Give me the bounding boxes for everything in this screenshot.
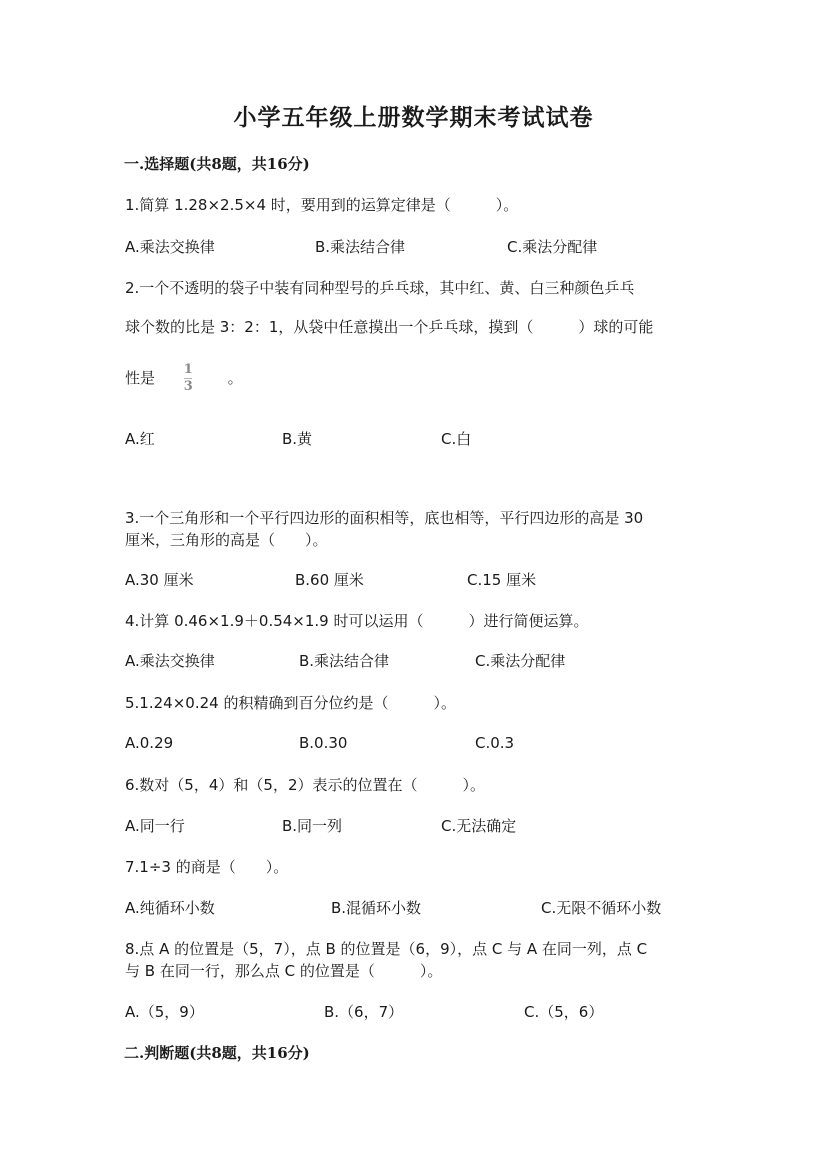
- q1-option-b[interactable]: B.乘法结合律: [315, 238, 406, 256]
- fraction-numerator: 1: [183, 362, 193, 377]
- q4-option-c[interactable]: C.乘法分配律: [475, 652, 566, 670]
- question-7-text: 7.1÷3 的商是（ ）。: [125, 858, 289, 876]
- question-4-text: 4.计算 0.46×1.9＋0.54×1.9 时可以运用（ ）进行简便运算。: [125, 612, 589, 630]
- q3-option-a[interactable]: A.30 厘米: [125, 571, 194, 589]
- q4-option-a[interactable]: A.乘法交换律: [125, 652, 215, 670]
- q3-option-c[interactable]: C.15 厘米: [467, 571, 537, 589]
- q7-option-c[interactable]: C.无限不循环小数: [541, 899, 662, 917]
- q7-option-a[interactable]: A.纯循环小数: [125, 899, 215, 917]
- question-2-line-2: 球个数的比是 3：2：1，从袋中任意摸出一个乒乓球，摸到（ ）球的可能: [125, 318, 654, 336]
- q2-option-a[interactable]: A.红: [125, 430, 155, 448]
- q8-option-c[interactable]: C.（5，6）: [524, 1003, 604, 1021]
- question-6-text: 6.数对（5，4）和（5，2）表示的位置在（ ）。: [125, 776, 485, 794]
- q1-option-c[interactable]: C.乘法分配律: [507, 238, 598, 256]
- question-2-line-1: 2.一个不透明的袋子中装有同种型号的乒乓球，其中红、黄、白三种颜色乒乓: [125, 279, 635, 297]
- section-heading-judgment: 二.判断题(共8题，共16分): [124, 1044, 310, 1062]
- q5-option-c[interactable]: C.0.3: [475, 734, 515, 752]
- q3-option-b[interactable]: B.60 厘米: [295, 571, 364, 589]
- q8-option-b[interactable]: B.（6，7）: [324, 1003, 404, 1021]
- page-title: 小学五年级上册数学期末考试试卷: [233, 104, 594, 131]
- q8-option-a[interactable]: A.（5，9）: [125, 1003, 204, 1021]
- q6-option-b[interactable]: B.同一列: [282, 817, 343, 835]
- question-3-line-2: 厘米，三角形的高是（ ）。: [125, 531, 328, 549]
- q5-option-b[interactable]: B.0.30: [299, 734, 348, 752]
- q1-option-a[interactable]: A.乘法交换律: [125, 238, 215, 256]
- question-2-line-3: [125, 363, 243, 394]
- q2-option-c[interactable]: C.白: [441, 430, 472, 448]
- section-heading-choice: 一.选择题(共8题，共16分): [124, 155, 310, 173]
- q6-option-c[interactable]: C.无法确定: [441, 817, 517, 835]
- fraction-denominator: 3: [183, 379, 193, 394]
- q5-option-a[interactable]: A.0.29: [125, 734, 174, 752]
- question-2-line-3-prefix: 性是: [125, 369, 156, 387]
- q7-option-b[interactable]: B.混循环小数: [331, 899, 422, 917]
- q6-option-a[interactable]: A.同一行: [125, 817, 185, 835]
- question-3-line-1: 3.一个三角形和一个平行四边形的面积相等，底也相等，平行四边形的高是 30: [125, 509, 644, 527]
- question-8-line-1: 8.点 A 的位置是（5，7），点 B 的位置是（6，9），点 C 与 A 在同一列，点 C: [125, 940, 648, 958]
- fraction-one-third: [184, 363, 193, 394]
- question-2-line-3-suffix: 。: [227, 369, 243, 387]
- question-5-text: 5.1.24×0.24 的积精确到百分位约是（ ）。: [125, 694, 456, 712]
- q4-option-b[interactable]: B.乘法结合律: [299, 652, 390, 670]
- q2-option-b[interactable]: B.黄: [282, 430, 313, 448]
- question-8-line-2: 与 B 在同一行，那么点 C 的位置是（ ）。: [125, 962, 443, 980]
- question-1-text: 1.简算 1.28×2.5×4 时，要用到的运算定律是（ ）。: [125, 196, 519, 214]
